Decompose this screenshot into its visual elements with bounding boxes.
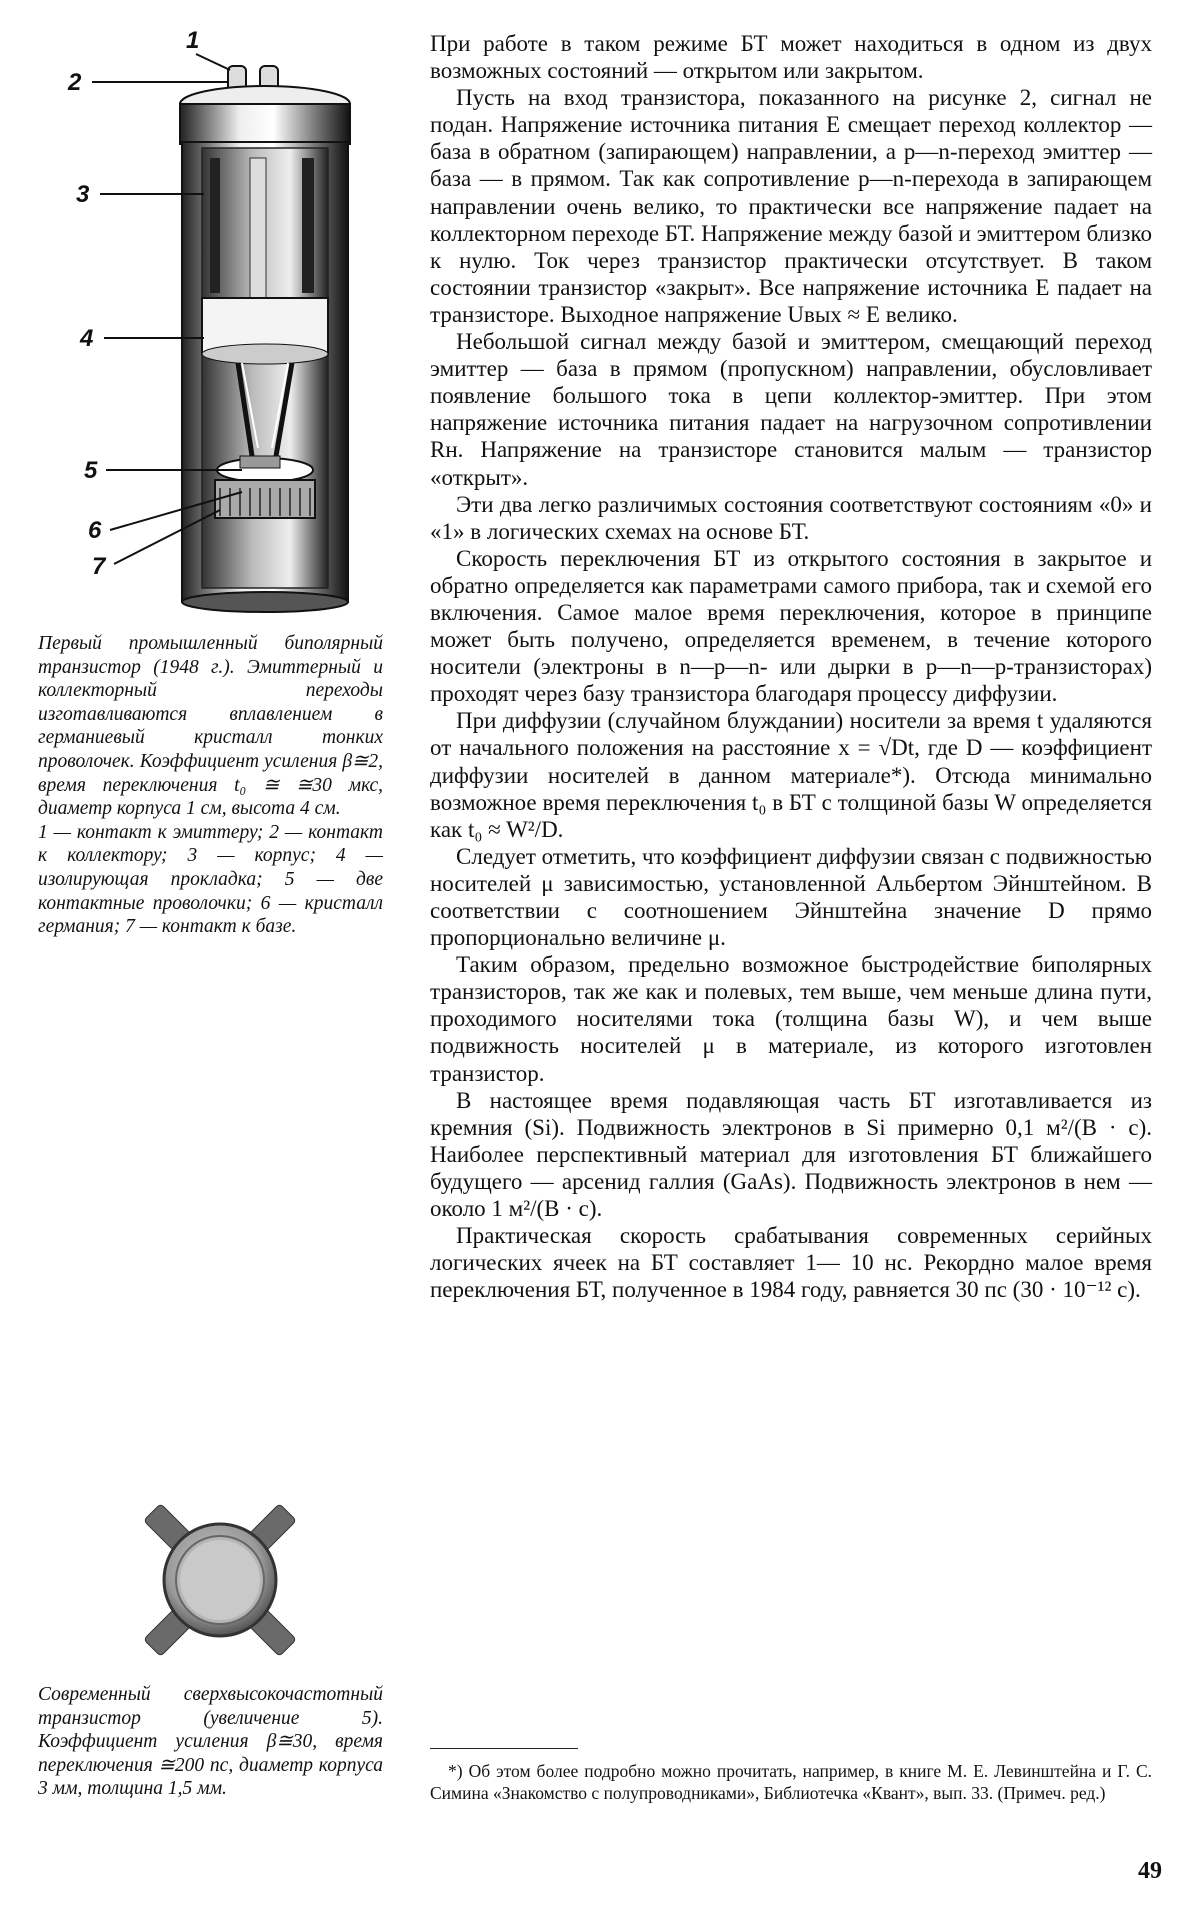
paragraph: При работе в таком режиме БТ может находиться в одном из двух возможных состояний — открытом или закрытом. xyxy=(430,31,1152,84)
figure-label-4: 4 xyxy=(80,325,94,352)
paragraph: В настоящее время подавляющая часть БТ изготавливается из кремния (Si). Подвижность электронов в Si примерно 0,1 м²/(В · с). Наиболее перспективный материал для изготовления БТ ближайшего будущего — арсенид галлия (GaAs). Подвижность электронов в нем — около 1 м²/(В · с). xyxy=(430,1087,1152,1222)
figure-label-3: 3 xyxy=(76,181,90,208)
paragraph: Скорость переключения БТ из открытого состояния в закрытое и обратно определяется как параметрами самого прибора, так и схемой его включения. Самое малое время переключения, которое в принципе может быть получено, определяется временем, в течение которого носители (электроны в n—p—n- или дырки в p—n—p-транзисторах) проходят через базу транзистора благодаря процессу диффузии. xyxy=(430,545,1152,707)
figure1-caption xyxy=(38,632,383,939)
paragraph: Эти два легко различимых состояния соответствуют состояниям «0» и «1» в логических схемах на основе БТ. xyxy=(430,491,1152,544)
figure1-caption-text: Первый промышленный биполярный транзистор (1948 г.). Эмиттерный и коллекторный переходы изготавливаются вплавлением в германиевый кристалл тонких проволочек. Коэффициент усиления β≅2, время переключения t₀ ≅ ≅30 мкс, диаметр корпуса 1 см, высота 4 см. xyxy=(38,633,383,820)
page-number: 49 xyxy=(1138,1858,1162,1884)
paragraph: Небольшой сигнал между базой и эмиттером, смещающий переход эмиттер — база в прямом (пропускном) направлении, обусловливает появление большого тока в цепи коллектор-эмиттер. При этом напряжение источника питания падает на нагрузочном сопротивлении Rн. Напряжение на транзисторе становится малым — транзистор «открыт». xyxy=(430,329,1152,490)
paragraph: Таким образом, предельно возможное быстродействие биполярных транзисторов, так же как и полевых, тем выше, чем меньше длина пути, проходимого носителями тока (толщина базы W), и чем выше подвижность носителей μ в материале, из которого изготовлен транзистор. xyxy=(430,952,1152,1086)
paragraph: Практическая скорость срабатывания современных серийных логических ячеек на БТ составляет 1— 10 нс. Рекордно малое время переключения БТ, полученное в 1984 году, равняется 30 пс (30 · 10⁻¹² с). xyxy=(430,1223,1152,1303)
figure-label-6: 6 xyxy=(88,517,102,544)
footnote-divider xyxy=(430,1748,578,1749)
figure-label-1: 1 xyxy=(186,27,200,54)
figure-label-2: 2 xyxy=(68,69,82,96)
paragraph: При диффузии (случайном блуждании) носители за время t удаляются от начального положения на расстояние x = √Dt, где D — коэффициент диффузии носителей в данном материале*). Отсюда минимально возможное время переключения t₀ в БТ с толщиной базы W определяется как t₀ ≈ W²/D. xyxy=(430,708,1152,842)
paragraph: Пусть на вход транзистора, показанного на рисунке 2, сигнал не подан. Напряжение источника питания E смещает переход коллектор — база в обратном (запирающем) направлении, а p—n-переход эмиттер — база — в прямом. Так как сопротивление p—n-перехода в запирающем направлении очень велико, то практически все напряжение падает на коллекторном переходе БТ. Напряжение между базой и эмиттером близко к нулю. Ток через транзистор практически отсутствует. В таком состоянии транзистор «закрыт». Все напряжение источника E падает на транзисторе. Выходное напряжение Uвых ≈ E велико. xyxy=(430,85,1152,327)
footnote: *) Об этом более подробно можно прочитать, например, в книге М. Е. Левинштейна и Г. С. Симина «Знакомство с полупроводниками», Библиотечка «Квант», вып. 33. (Примеч. ред.) xyxy=(430,1761,1152,1803)
figure1-legend: 1 — контакт к эмиттеру; 2 — контакт к коллектору; 3 — корпус; 4 — изолирующая прокладка; 5 — две контактные проволочки; 6 — кристалл германия; 7 — контакт к базе. xyxy=(38,821,383,938)
paragraph: Следует отметить, что коэффициент диффузии связан с подвижностью носителей μ зависимостью, установленной Альбертом Эйнштейном. В соответствии с соотношением Эйнштейна значение D прямо пропорционально величине μ. xyxy=(430,843,1152,951)
figure2-caption-text: Современный сверхвысокочастотный транзистор (увеличение 5). Коэффициент усиления β≅30, время переключения ≅200 пс, диаметр корпуса 3 мм, толщина 1,5 мм. xyxy=(38,1684,383,1800)
figure-label-7: 7 xyxy=(92,553,106,580)
main-text xyxy=(430,30,1152,1303)
figure2-caption xyxy=(38,1683,383,1801)
figure-first-transistor xyxy=(68,18,400,618)
figure-modern-transistor xyxy=(130,1490,310,1670)
figure-label-5: 5 xyxy=(84,457,98,484)
